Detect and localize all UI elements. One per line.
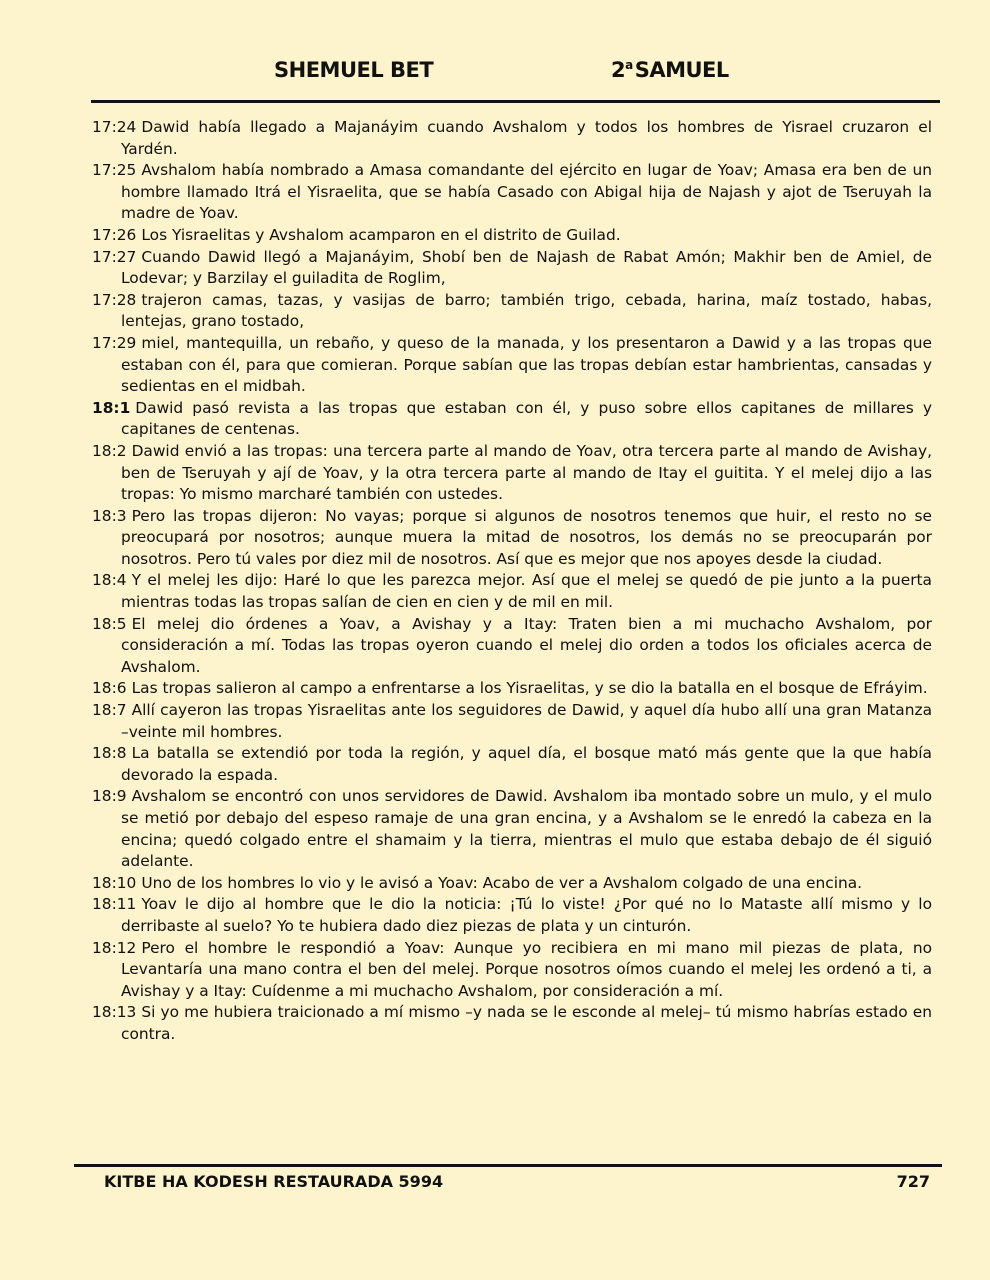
verse-ref: 17:28	[92, 290, 137, 309]
book-title-hebrew: SHEMUEL BET	[274, 58, 434, 82]
verse-text: Las tropas salieron al campo a enfrentarse a los Yisraelitas, y se dio la batalla en el bosque de Efráyim.	[131, 679, 928, 698]
verse-ref: 17:26	[92, 225, 137, 244]
verse-text: Dawid envió a las tropas: una tercera parte al mando de Yoav, otra tercera parte al mando de Avishay, ben de Tseruyah y ají de Yoav, y la otra tercera parte al mando de Itay el guitita. Y el melej dijo a las tropas: Yo mismo marcharé también con ustedes.	[121, 441, 932, 504]
verse	[92, 938, 932, 1003]
verse-text: Cuando Dawid llegó a Majanáyim, Shobí ben de Najash de Rabat Amón; Makhir ben de Amiel, de Lodevar; y Barzilay el guiladita de Roglim,	[121, 247, 932, 288]
footer-publication-title: KITBE HA KODESH RESTAURADA 5994	[104, 1172, 444, 1191]
verse-text: miel, mantequilla, un rebaño, y queso de la manada, y los presentaron a Dawid y a las tropas que estaban con él, para que comieran. Porque sabían que las tropas debían estar hambrientas, cansadas y sedientas en el midbah.	[121, 333, 932, 396]
verse	[92, 873, 932, 895]
verse-ref: 17:29	[92, 333, 137, 352]
book-number: 2	[611, 58, 626, 82]
verse-text: La batalla se extendió por toda la región, y aquel día, el bosque mató más gente que la que había devorado la espada.	[121, 744, 932, 784]
verse-text: Pero el hombre le respondió a Yoav: Aunque yo recibiera en mi mano mil piezas de plata, no Levantaría una mano contra el ben del melej. Porque nosotros oímos cuando el melej les ordenó a ti, a Avishay y a Itay: Cuídenme a mi muchacho Avshalom, por consideración a mí.	[121, 938, 932, 1000]
verse	[92, 614, 932, 679]
verse	[92, 700, 932, 743]
verse-ref: 18:11	[92, 895, 137, 914]
verse	[92, 333, 932, 398]
verse-ref: 18:3	[92, 506, 127, 525]
book-title-spanish	[611, 58, 729, 82]
verse-ref: 18:6	[92, 679, 127, 698]
verse	[92, 678, 932, 700]
verse	[92, 570, 932, 613]
verse	[92, 290, 932, 333]
verse-text: Avshalom se encontró con unos servidores de Dawid. Avshalom iba montado sobre un mulo, y el mulo se metió por debajo del espeso ramaje de una gran encina, y a Avshalom se le enredó la cabeza en la encina; quedó colgado entre el shamaim y la tierra, mientras el mulo que estaba debajo de él siguió adelante.	[121, 787, 932, 871]
verse-ref: 18:13	[92, 1003, 137, 1022]
verse-text: Los Yisraelitas y Avshalom acamparon en el distrito de Guilad.	[141, 225, 621, 244]
verse-text: Allí cayeron las tropas Yisraelitas ante los seguidores de Dawid, y aquel día hubo allí una gran Matanza –veinte mil hombres.	[121, 701, 932, 741]
book-ordinal: a	[625, 58, 633, 72]
verse	[92, 1002, 932, 1045]
verse	[92, 894, 932, 937]
verse-text: El melej dio órdenes a Yoav, a Avishay y a Itay: Traten bien a mi muchacho Avshalom, por consideración a mí. Todas las tropas oyeron cuando el melej dio orden a todos los oficiales acerca de Avshalom.	[121, 614, 932, 676]
verse	[92, 506, 932, 571]
verse-ref: 18:8	[92, 744, 127, 763]
verse-ref: 18:9	[92, 787, 127, 806]
verse-ref: 18:10	[92, 873, 137, 892]
verse-text: Dawid pasó revista a las tropas que estaban con él, y puso sobre ellos capitanes de millares y capitanes de centenas.	[121, 398, 932, 439]
verse-ref: 17:25	[92, 161, 137, 180]
verse-ref: 18:1	[92, 398, 131, 417]
verse	[92, 247, 932, 290]
verse-ref: 18:2	[92, 441, 127, 460]
header-rule	[91, 100, 940, 103]
footer-rule	[74, 1164, 942, 1167]
verse-ref: 18:12	[92, 938, 137, 957]
verse-text: Yoav le dijo al hombre que le dio la noticia: ¡Tú lo viste! ¿Por qué no lo Mataste allí mismo y lo derribaste al suelo? Yo te hubiera dado diez piezas de plata y un cinturón.	[121, 895, 932, 935]
verse	[92, 743, 932, 786]
verse-text: Si yo me hubiera traicionado a mí mismo –y nada se le esconde al melej– tú mismo habrías estado en contra.	[121, 1003, 932, 1043]
verse	[92, 786, 932, 872]
verse-ref: 18:7	[92, 701, 127, 720]
verse-text: Y el melej les dijo: Haré lo que les parezca mejor. Así que el melej se quedó de pie junto a la puerta mientras todas las tropas salían de cien en cien y de mil en mil.	[121, 571, 932, 612]
verse	[92, 441, 932, 506]
verse-ref: 17:27	[92, 247, 137, 266]
verse-text: Pero las tropas dijeron: No vayas; porque si algunos de nosotros tenemos que huir, el resto no se preocupará por nosotros; aunque muera la mitad de nosotros, los demás no se preocuparán por nosotros. Pero tú vales por diez mil de nosotros. Así que es mejor que nos apoyes desde la ciudad.	[121, 506, 932, 568]
verse-ref: 17:24	[92, 118, 137, 136]
verse	[92, 225, 932, 247]
verse	[92, 117, 932, 160]
verse-text: Dawid había llegado a Majanáyim cuando Avshalom y todos los hombres de Yisrael cruzaron el Yardén.	[121, 118, 932, 158]
book-name: SAMUEL	[634, 58, 729, 82]
verse	[92, 398, 932, 441]
verse-text: Avshalom había nombrado a Amasa comandante del ejército en lugar de Yoav; Amasa era ben de un hombre llamado Itrá el Yisraelita, que se había Casado con Abigal hija de Najash y ajot de Tseruyah la madre de Yoav.	[121, 161, 932, 223]
verse-text: trajeron camas, tazas, y vasijas de barro; también trigo, cebada, harina, maíz tostado, habas, lentejas, grano tostado,	[121, 290, 932, 331]
verse	[92, 160, 932, 225]
verse-text: Uno de los hombres lo vio y le avisó a Yoav: Acabo de ver a Avshalom colgado de una encina.	[141, 873, 863, 892]
verse-list	[92, 117, 932, 1046]
verse-ref: 18:4	[92, 571, 127, 590]
verse-ref: 18:5	[92, 614, 127, 633]
page-header	[0, 58, 990, 92]
page-number: 727	[896, 1172, 930, 1191]
